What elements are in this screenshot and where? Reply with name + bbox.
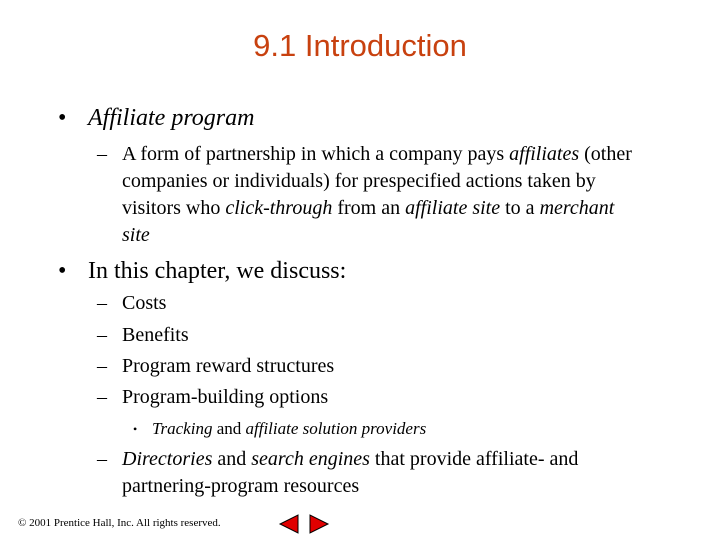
term-click-through: click-through [225,197,333,219]
dash-marker: – [97,324,107,346]
directories-text [122,446,627,500]
term-affiliates: affiliates [509,143,580,165]
dash-marker: – [97,448,107,470]
directories-part: that provide affiliate- and partnering-program resources [122,448,579,497]
directories-part: and [212,448,252,470]
bullet-marker: • [133,422,138,436]
list-item-text: Program reward structures [122,355,335,377]
previous-slide-button[interactable] [276,512,302,536]
copyright-footer: © 2001 Prentice Hall, Inc. All rights reserved. [18,517,221,529]
definition-part: to a [500,197,540,219]
term-affiliate-site: affiliate site [405,197,501,219]
term-search-engines: search engines [251,448,370,470]
definition-part: from an [332,197,406,219]
next-slide-button[interactable] [306,512,332,536]
term-tracking: Tracking [152,419,213,438]
term-affiliate-solution-providers: affiliate solution providers [245,419,427,438]
bullet-heading: In this chapter, we discuss: [88,258,347,284]
tracking-text [152,419,426,439]
list-item-text: Benefits [122,324,189,346]
dash-marker: – [97,386,107,408]
dash-marker: – [97,143,107,165]
list-item-text: Program-building options [122,386,329,408]
slide-title: 9.1 Introduction [253,28,467,63]
definition-part: A form of partnership in which a company pays [122,143,510,165]
term-directories: Directories [122,448,213,470]
dash-marker: – [97,355,107,377]
list-item-text: Costs [122,292,167,314]
dash-marker: – [97,292,107,314]
arrow-left-icon [276,512,302,536]
tracking-part: and [212,419,246,438]
definition-part: (other companies or individuals) for prespecified actions taken by visitors who [122,143,632,219]
bullet-heading: Affiliate program [88,105,255,131]
definition-text [122,141,642,249]
arrow-right-icon [306,512,332,536]
bullet-marker: • [58,258,67,284]
bullet-marker: • [58,105,67,131]
term-merchant-site: merchant site [122,197,615,246]
